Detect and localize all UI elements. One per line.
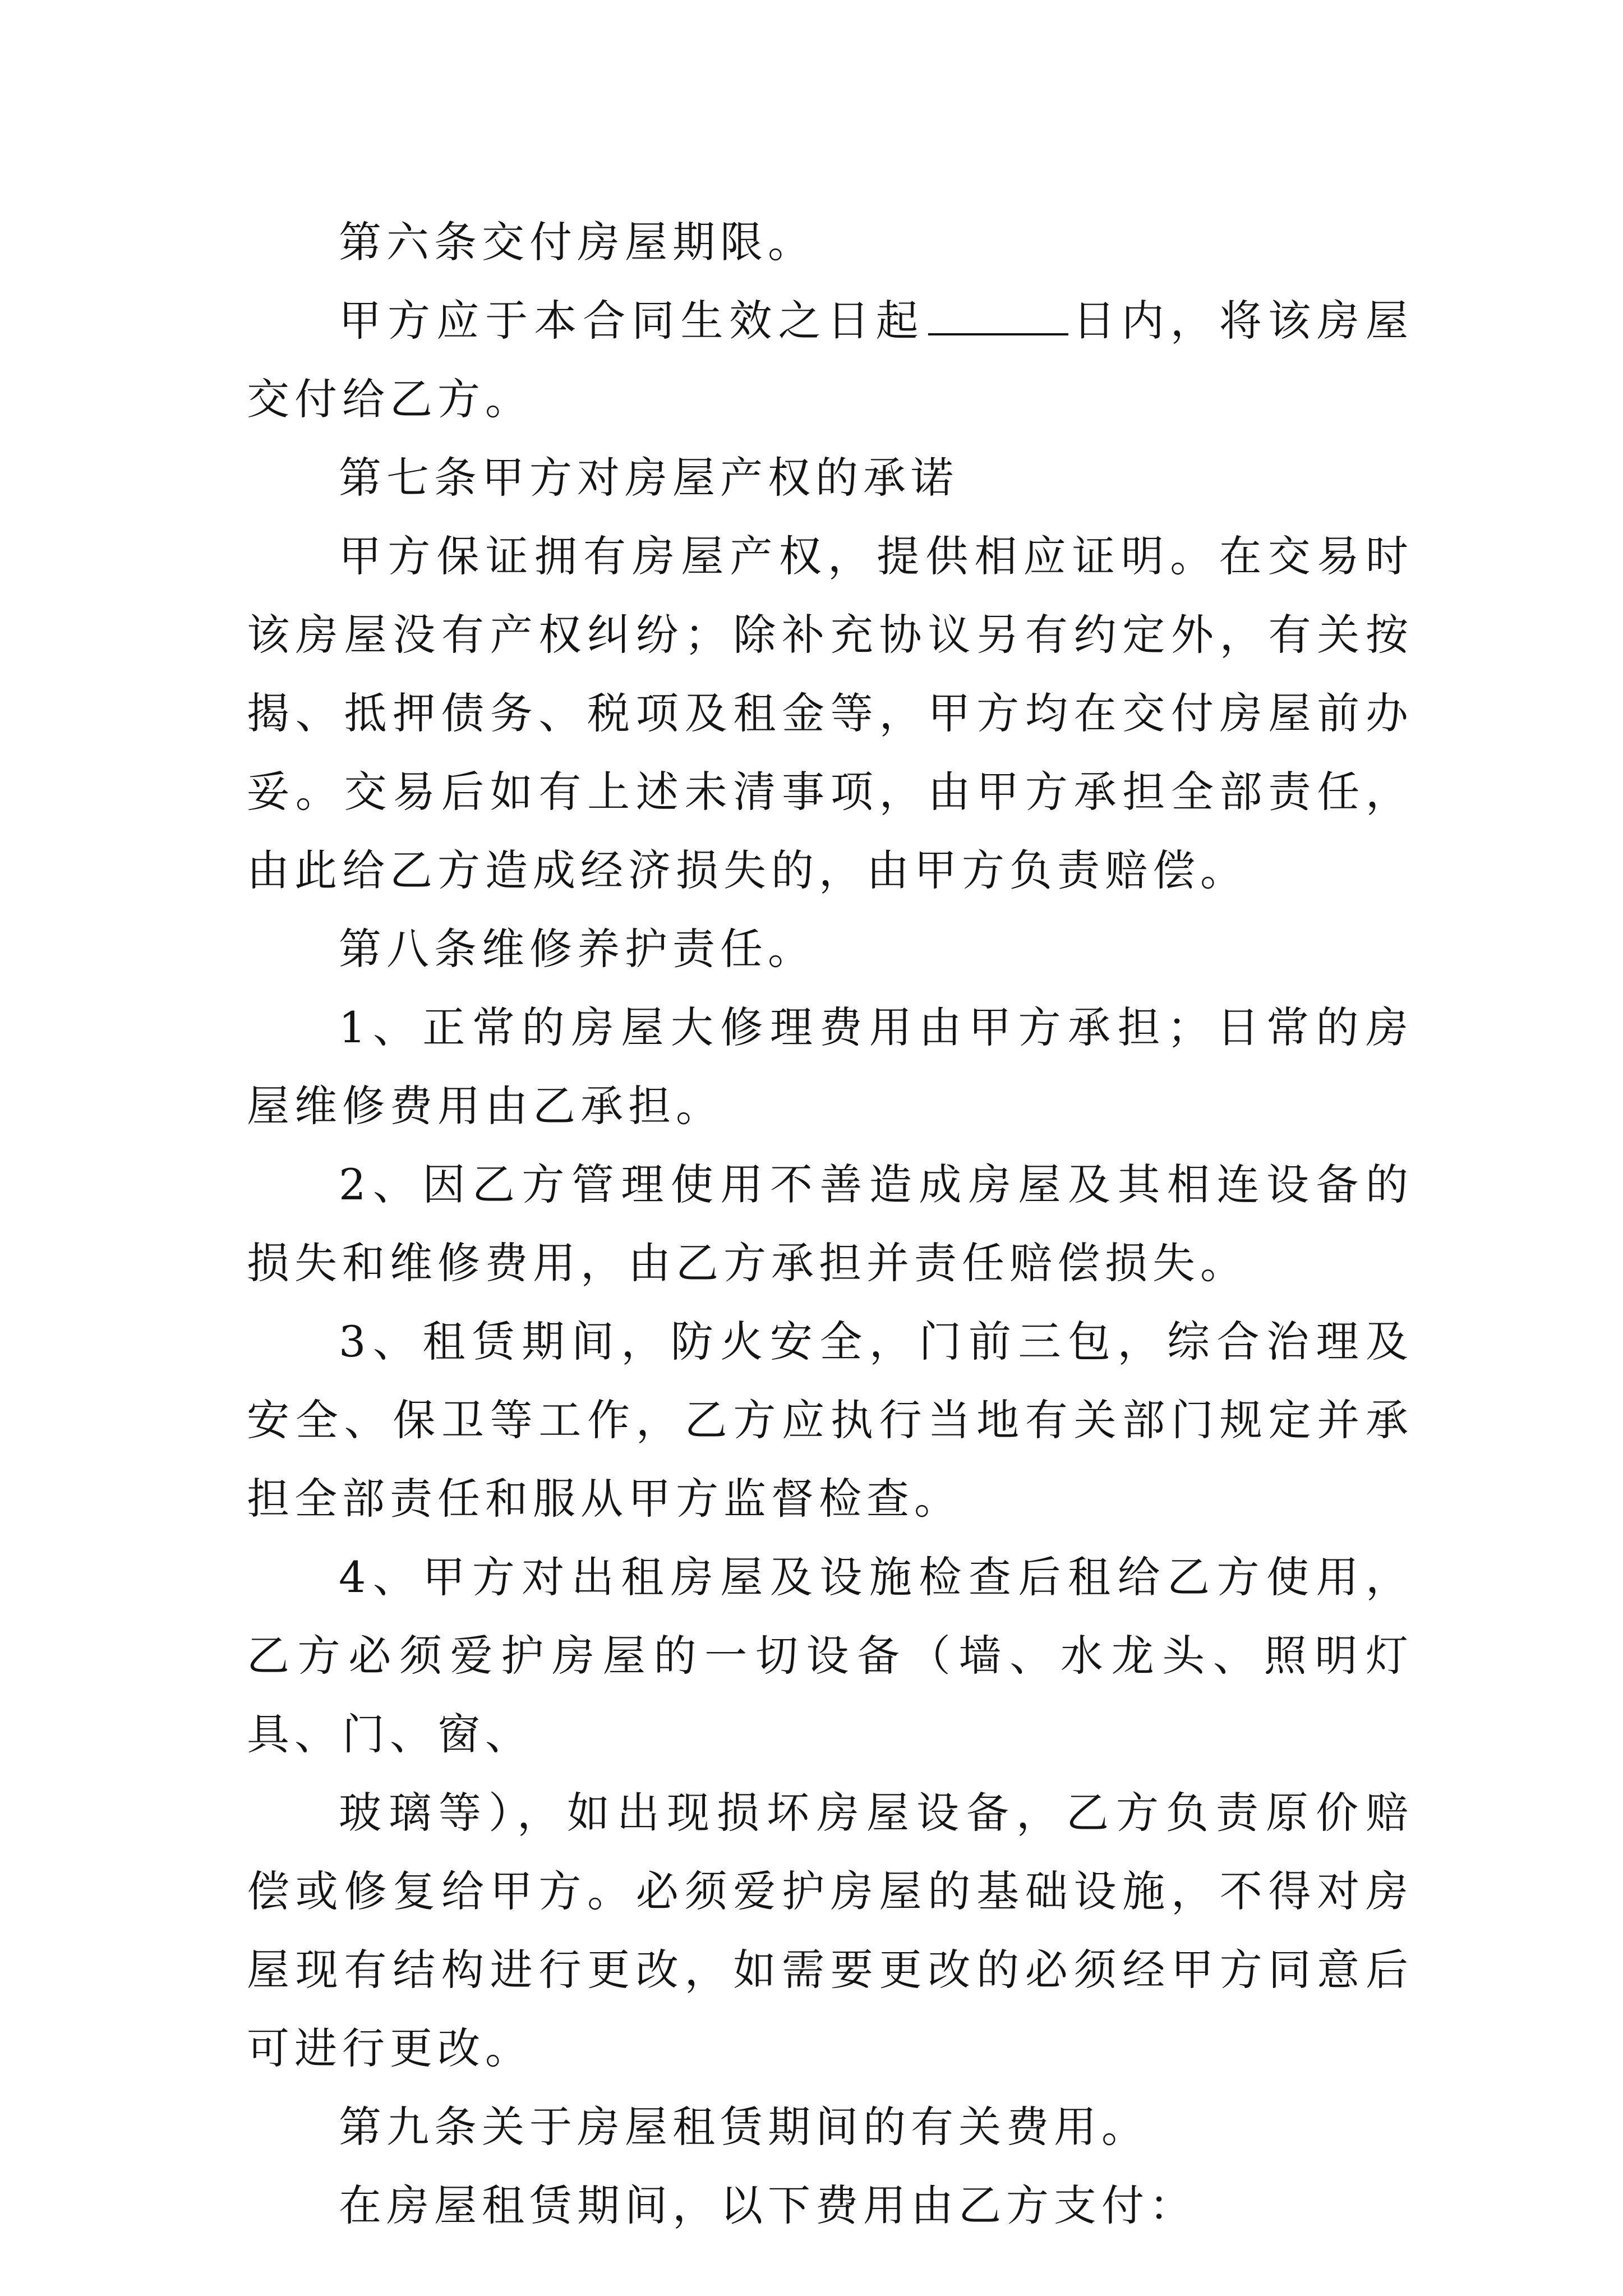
article-8-item-3: 3、租赁期间，防火安全，门前三包，综合治理及安全、保卫等工作，乙方应执行当地有关部门规定并承担全部责任和服从甲方监督检查。 (247, 1317, 1413, 1524)
article-9-title: 第九条关于房屋租赁期间的有关费用。 (339, 2102, 1149, 2152)
article-9-text: 在房屋租赁期间，以下费用由乙方支付： (339, 2180, 1197, 2230)
contract-body (247, 203, 1413, 2245)
article-7-text: 甲方保证拥有房屋产权，提供相应证明。在交易时该房屋没有产权纠纷；除补充协议另有约定外，有关按揭、抵押债务、税项及租金等，甲方均在交付房屋前办妥。交易后如有上述未清事项，由甲方承担全部责任，由此给乙方造成经济损失的，由甲方负责赔偿。 (247, 531, 1413, 895)
article-6-text-after: 日内，将该房屋交付给乙方。 (247, 296, 1414, 424)
article-8-title: 第八条维修养护责任。 (339, 924, 815, 974)
article-6-title: 第六条交付房屋期限。 (339, 217, 815, 267)
article-6-text (247, 282, 1413, 439)
article-8-item-2: 2、因乙方管理使用不善造成房屋及其相连设备的损失和维修费用，由乙方承担并责任赔偿损失。 (247, 1159, 1413, 1288)
article-8-item-1: 1、正常的房屋大修理费用由甲方承担；日常的房屋维修费用由乙承担。 (247, 1002, 1413, 1131)
article-6-text-before: 甲方应于本合同生效之日起 (339, 296, 925, 346)
article-7-title: 第七条甲方对房屋产权的承诺 (339, 453, 958, 503)
article-8-item-4-part-2: 玻璃等），如出现损坏房屋设备，乙方负责原价赔偿或修复给甲方。必须爱护房屋的基础设施，不得对房屋现有结构进行更改，如需要更改的必须经甲方同意后可进行更改。 (247, 1788, 1413, 2073)
article-8-item-4-part-1: 4、甲方对出租房屋及设施检查后租给乙方使用，乙方必须爱护房屋的一切设备（墙、水龙头、照明灯具、门、窗、 (247, 1552, 1413, 1759)
fill-in-blank (928, 291, 1068, 335)
